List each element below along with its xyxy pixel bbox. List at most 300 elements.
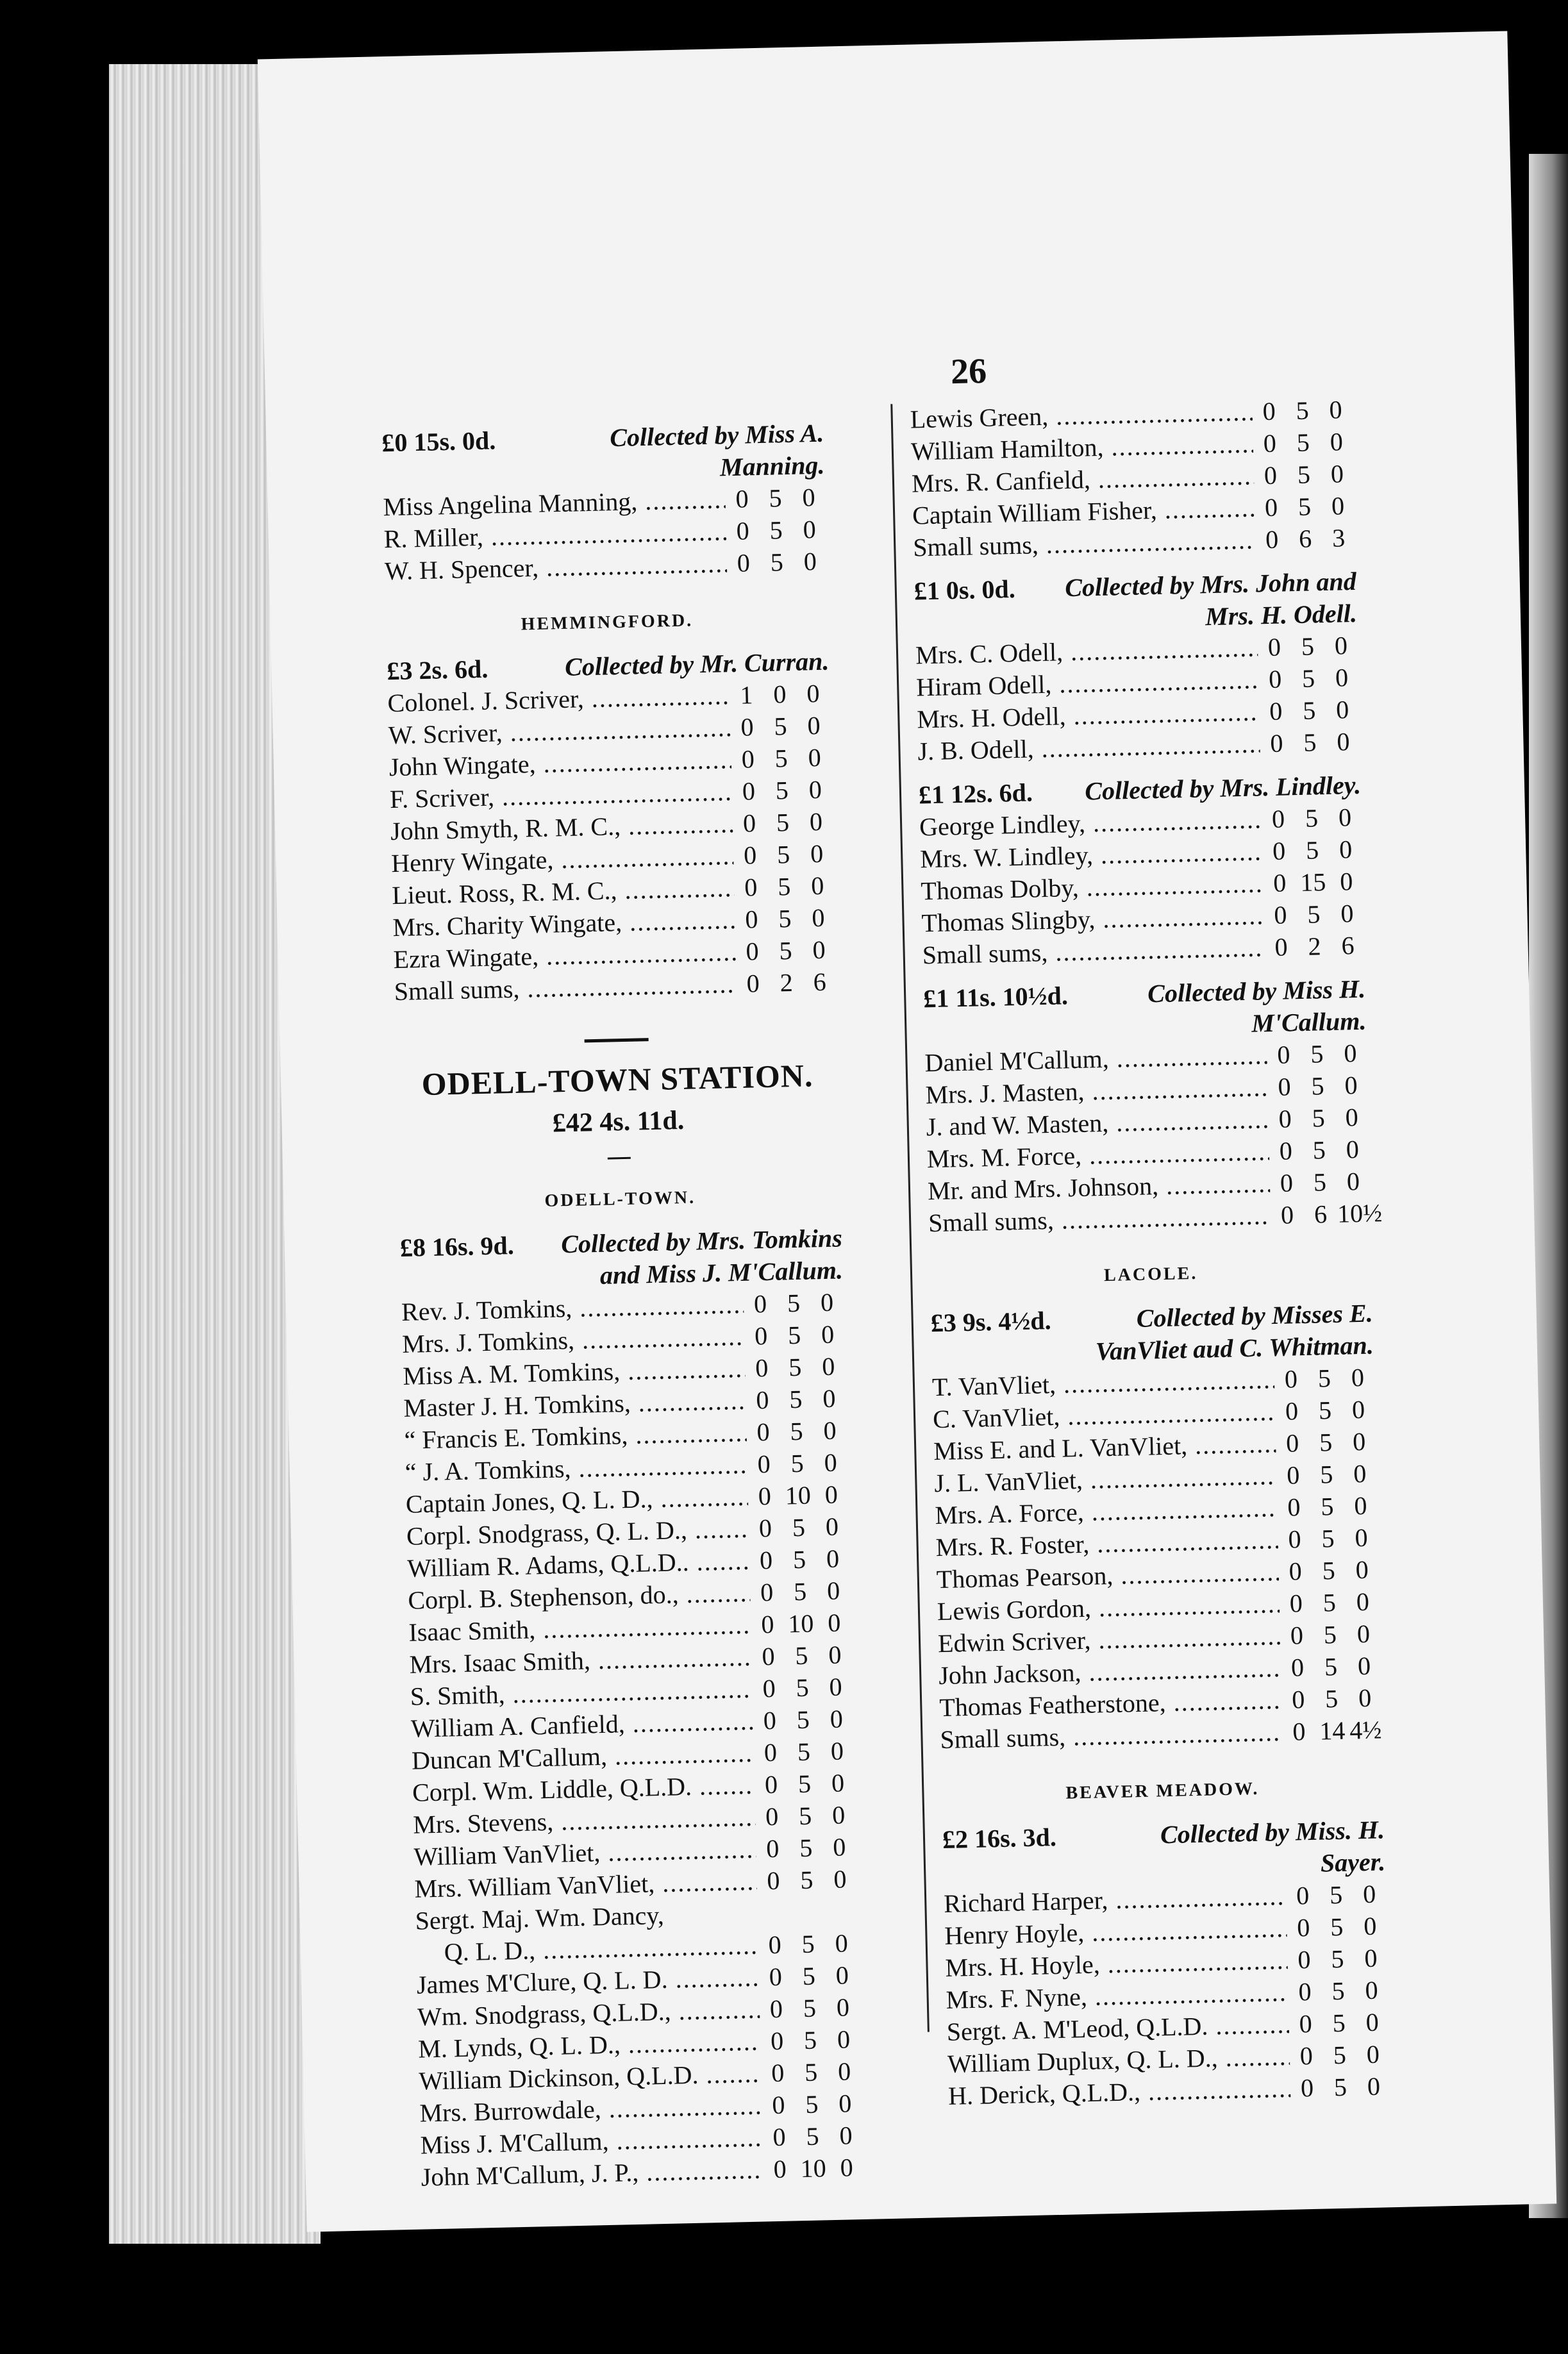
subscriber-name: Lieut. Ross, R. M. C., ..... — [392, 872, 735, 912]
subscriber-name: John Wingate, ..... — [388, 744, 731, 783]
amount-pence: 4½ — [1349, 1715, 1382, 1745]
amount-pence: 0 — [1355, 1555, 1369, 1585]
amount-pence: 0 — [1339, 867, 1353, 896]
amount-pence: 0 — [1335, 663, 1349, 692]
amount-shillings: 5 — [1301, 631, 1315, 661]
amount-pence: 0 — [812, 935, 826, 965]
amount-pence: 0 — [1365, 2007, 1380, 2037]
amount-shillings: 5 — [799, 1865, 813, 1895]
amount-pence: 0 — [826, 1576, 840, 1606]
amount-shillings: 5 — [790, 1448, 805, 1478]
subscriber-name: Thomas Pearson, ..... — [936, 1556, 1279, 1596]
amount-pence: 0 — [1339, 835, 1353, 864]
amount-shillings: 5 — [803, 2025, 817, 2055]
amount-pounds: 0 — [1292, 1717, 1306, 1746]
amount-shillings: 5 — [774, 744, 788, 773]
amount-pounds: 0 — [759, 1545, 773, 1575]
amount-shillings: 5 — [1301, 664, 1315, 693]
amount-shillings: 5 — [802, 1961, 816, 1991]
subscriber-name: Corpl. B. Stephenson, do., ..... — [408, 1577, 751, 1617]
amount-pence: 0 — [838, 2089, 852, 2118]
collection-heading — [381, 417, 825, 492]
amount-pence: 0 — [1356, 1619, 1371, 1649]
amount-pounds: 0 — [1274, 932, 1289, 962]
subscriber-name: “ Francis E. Tomkins, ..... — [404, 1417, 747, 1457]
amount-pounds: 0 — [741, 744, 755, 774]
amount-pounds: 0 — [764, 1769, 778, 1799]
amount-pounds: 0 — [1276, 1040, 1290, 1069]
subscriber-name: Captain William Fisher, ..... — [912, 492, 1255, 531]
amount-pence: 0 — [1356, 1587, 1370, 1617]
subscriber-name: Henry Hoyle, ..... — [944, 1912, 1287, 1952]
amount-pounds: 0 — [1291, 1685, 1305, 1714]
amount-pence: 0 — [840, 2153, 854, 2182]
amount-pounds: 0 — [1280, 1168, 1294, 1198]
place-heading: ODELL-TOWN. — [544, 1187, 696, 1211]
amount-pence: 0 — [1362, 1879, 1376, 1909]
amount-pence: 0 — [1338, 803, 1352, 832]
subscriber-name: William R. Adams, Q.L.D.. ..... — [407, 1545, 750, 1585]
amount-shillings: 5 — [1324, 1651, 1338, 1682]
amount-pence: 0 — [830, 1736, 844, 1766]
subscriber-name: H. Derick, Q.L.D., ..... — [948, 2073, 1291, 2112]
amount-pounds: 0 — [1288, 1524, 1302, 1554]
subscriber-name: George Lindley, ..... — [919, 803, 1262, 843]
amount-pounds: 0 — [765, 1801, 779, 1832]
subscriber-name: James M'Clure, Q. L. D. ..... — [416, 1962, 759, 2001]
amount-pounds: 0 — [1267, 632, 1281, 662]
amount-pounds: 0 — [1296, 1913, 1310, 1942]
subscriber-name: Sergt. Maj. Wm. Dancy, — [415, 1900, 665, 1935]
amount-shillings: 5 — [796, 1673, 810, 1703]
amount-pounds: 0 — [1269, 696, 1283, 726]
amount-pounds: 0 — [1273, 900, 1287, 930]
collection-heading — [399, 1222, 843, 1296]
amount-pounds: 0 — [760, 1577, 774, 1607]
amount-pence: 0 — [1343, 1039, 1357, 1068]
amount-shillings: 5 — [1330, 1944, 1344, 1974]
amount-shillings: 5 — [1333, 2072, 1347, 2102]
subscriber-name: Miss J. M'Callum, ..... — [420, 2122, 763, 2162]
amount-shillings: 5 — [792, 1512, 806, 1542]
amount-pounds: 0 — [1264, 460, 1278, 490]
amount-pence: 0 — [1345, 1103, 1359, 1132]
amount-pence: 0 — [831, 1768, 845, 1798]
subscriber-name: Mrs. Burrowdale, ..... — [419, 2090, 762, 2130]
subscriber-name: Sergt. A. M'Leod, Q.L.D. ..... — [946, 2008, 1289, 2048]
subscriber-name: William Hamilton, ..... — [910, 428, 1253, 467]
amount-shillings: 10 — [787, 1608, 814, 1639]
amount-pence: 0 — [807, 710, 821, 740]
subscriber-name: Isaac Smith, ..... — [408, 1609, 751, 1649]
subscriber-name: John Smyth, R. M. C., ..... — [390, 808, 733, 847]
subscriber-name: Captain Jones, Q. L. D., ..... — [405, 1481, 748, 1521]
amount-pounds: 0 — [753, 1289, 767, 1319]
amount-pounds: 0 — [1290, 1621, 1304, 1650]
amount-pounds: 0 — [1289, 1589, 1303, 1618]
subscriber-name: Mrs. H. Hoyle, ..... — [945, 1944, 1288, 1984]
amount-pounds: 0 — [1278, 1072, 1292, 1101]
amount-pence: 0 — [1346, 1167, 1360, 1196]
amount-shillings: 5 — [779, 936, 793, 965]
amount-shillings: 5 — [1302, 696, 1316, 725]
subscriber-name: Lewis Gordon, ..... — [937, 1588, 1280, 1628]
amount-shillings: 5 — [793, 1576, 807, 1607]
amount-shillings: 5 — [1317, 1364, 1331, 1393]
collector: Collected by Mrs. John and Mrs. H. Odell. — [1064, 566, 1358, 631]
subscriber-name: William A. Canfield, ..... — [410, 1705, 753, 1745]
amount-shillings: 5 — [792, 1544, 806, 1574]
amount-pence: 0 — [810, 871, 824, 901]
subscriber-name: Small sums, ..... — [913, 524, 1256, 563]
amount-shillings: 5 — [1323, 1620, 1337, 1649]
amount-pounds: 0 — [1296, 1881, 1310, 1910]
amount-pence: 0 — [838, 2121, 853, 2150]
subscriber-name: “ J. A. Tomkins, ..... — [405, 1449, 747, 1489]
amount-pounds: 0 — [771, 2090, 785, 2120]
amount-pounds: 0 — [1268, 664, 1282, 694]
amount-shillings: 5 — [1306, 899, 1321, 929]
amount-shillings: 5 — [1296, 396, 1310, 425]
short-rule — [608, 1157, 631, 1160]
collection-heading — [913, 565, 1357, 640]
amount-pounds: 0 — [743, 840, 757, 870]
amount-pounds: 0 — [763, 1737, 778, 1767]
amount-pence: 0 — [829, 1672, 843, 1701]
subscriber-name: M. Lynds, Q. L. D., ..... — [418, 2026, 761, 2066]
subscriber-name: Ezra Wingate, ..... — [393, 936, 736, 976]
amount-pence: 0 — [1346, 1135, 1360, 1164]
subscriber-name: Small sums, ..... — [928, 1199, 1271, 1239]
amount-pounds: 0 — [1286, 1460, 1300, 1490]
amount-shillings: 5 — [776, 808, 790, 837]
amount-pounds: 0 — [1297, 1945, 1311, 1974]
amount-pounds: 0 — [1265, 524, 1279, 555]
amount-shillings: 5 — [1322, 1588, 1337, 1617]
amount-pounds: 0 — [755, 1385, 769, 1415]
station-title: ODELL-TOWN STATION. — [421, 1057, 813, 1103]
amount-shillings: 5 — [787, 1320, 801, 1350]
subscriber-name: Duncan M'Callum, ..... — [412, 1737, 755, 1777]
subscriber-name: Miss E. and L. VanVliet, ..... — [933, 1428, 1276, 1467]
left-column — [381, 406, 863, 2194]
amount-shillings: 5 — [770, 547, 784, 577]
amount-pounds: 0 — [1272, 836, 1286, 865]
amount-pence: 0 — [820, 1287, 834, 1317]
collection-total: £1 11s. 10½d. — [922, 981, 1069, 1014]
subscriber-name: W. H. Spencer, ..... — [384, 547, 727, 587]
amount-pence: 0 — [1340, 899, 1354, 928]
collection-heading — [923, 973, 1367, 1048]
amount-pounds: 1 — [739, 680, 753, 710]
subscriber-name: Mrs. J. Masten, ..... — [925, 1071, 1268, 1111]
amount-shillings: 10 — [785, 1480, 812, 1510]
amount-pence: 0 — [1335, 695, 1349, 724]
amount-shillings: 5 — [1310, 1039, 1324, 1069]
amount-pence: 0 — [1358, 1683, 1372, 1713]
subscriber-name: Mrs. A. Force, ..... — [935, 1492, 1278, 1532]
subscriber-name: C. VanVliet, ..... — [933, 1396, 1276, 1435]
amount-shillings: 5 — [801, 1929, 815, 1959]
amount-shillings: 5 — [1331, 1976, 1346, 2006]
amount-shillings: 14 — [1319, 1715, 1346, 1746]
amount-shillings: 5 — [803, 1993, 817, 2023]
amount-pence: 0 — [1351, 1394, 1365, 1424]
amount-shillings: 5 — [775, 776, 789, 805]
amount-pence: 0 — [1344, 1071, 1358, 1100]
amount-pounds: 0 — [762, 1673, 776, 1703]
subscriber-name: William VanVliet, ..... — [413, 1833, 756, 1873]
amount-pence: 0 — [1334, 631, 1348, 660]
amount-shillings: 5 — [1319, 1428, 1333, 1457]
subscriber-name: Hiram Odell, ..... — [916, 664, 1259, 703]
amount-pence: 0 — [1365, 1975, 1379, 2005]
amount-shillings: 5 — [788, 1384, 803, 1414]
amount-pounds: 0 — [744, 872, 758, 902]
amount-pounds: 0 — [766, 1866, 780, 1896]
page-number: 26 — [950, 351, 987, 392]
amount-shillings: 5 — [1332, 2008, 1346, 2038]
amount-pounds: 0 — [1280, 1200, 1294, 1230]
subscriber-name: Richard Harper, ..... — [944, 1880, 1287, 1920]
amount-pence: 0 — [1352, 1426, 1366, 1457]
amount-pounds: 0 — [1284, 1364, 1298, 1394]
amount-pounds: 0 — [756, 1417, 771, 1447]
amount-pence: 0 — [1355, 1523, 1369, 1553]
amount-pence: 0 — [1364, 1943, 1378, 1973]
amount-pence: 0 — [831, 1800, 846, 1830]
amount-shillings: 5 — [806, 2121, 820, 2151]
amount-shillings: 5 — [796, 1705, 810, 1735]
amount-shillings: 6 — [1298, 524, 1312, 553]
amount-shillings: 5 — [1320, 1492, 1334, 1521]
subscriber-name: Colonel. J. Scriver, ..... — [387, 680, 730, 719]
amount-pence: 0 — [833, 1864, 847, 1894]
amount-pounds: 0 — [1287, 1492, 1301, 1522]
subscriber-name: Mrs. Isaac Smith, ..... — [409, 1641, 752, 1681]
subscriber-name: Wm. Snodgrass, Q.L.D., ..... — [417, 1994, 760, 2033]
amount-pounds: 0 — [1285, 1428, 1299, 1458]
amount-shillings: 5 — [1324, 1683, 1339, 1714]
amount-pence: 0 — [811, 903, 825, 933]
amount-pence: 0 — [1336, 727, 1350, 756]
place-heading: BEAVER MEADOW. — [1065, 1778, 1260, 1803]
amount-pounds: 0 — [763, 1705, 777, 1735]
subscriber-name: Miss Angelina Manning, ..... — [383, 483, 726, 523]
subscriber-name: Mrs. M. Force, ..... — [926, 1135, 1269, 1175]
amount-pence: 0 — [1353, 1458, 1367, 1489]
amount-pounds: 0 — [773, 2154, 787, 2184]
amount-shillings: 10 — [800, 2153, 827, 2183]
subscriber-name: Mrs. Charity Wingate, ..... — [392, 904, 735, 944]
subscriber-name: Mrs. C. Odell, ..... — [915, 631, 1258, 671]
amount-pounds: 0 — [744, 905, 758, 934]
amount-pence: 0 — [826, 1544, 840, 1574]
subscriber-name: Thomas Featherstone, ..... — [939, 1684, 1282, 1724]
amount-shillings: 5 — [1333, 2040, 1347, 2070]
collection-total: £1 0s. 0d. — [913, 574, 1016, 606]
amount-pence: 0 — [825, 1512, 839, 1542]
subscriber-name: T. VanVliet, ..... — [932, 1364, 1275, 1403]
amount-shillings: 5 — [1330, 1912, 1344, 1942]
collector: Collected by Miss. H. Sayer. — [1160, 1815, 1386, 1878]
amount-pence: 0 — [824, 1480, 838, 1510]
subscriber-name: William Duplux, Q. L. D., ..... — [947, 2041, 1290, 2080]
amount-pounds: 0 — [754, 1321, 768, 1351]
amount-pounds: 0 — [1271, 804, 1285, 833]
amount-pence: 0 — [1351, 1362, 1365, 1392]
collection-total: £3 2s. 6d. — [386, 654, 488, 686]
subscriber-name: Mrs. W. Lindley, ..... — [920, 835, 1263, 875]
amount-pence: 0 — [806, 678, 820, 708]
subscriber-name: Mr. and Mrs. Johnson, ..... — [928, 1167, 1271, 1207]
amount-pence: 0 — [808, 774, 822, 805]
subscriber-name: Mrs. H. Odell, ..... — [917, 696, 1260, 735]
amount-shillings: 5 — [1312, 1135, 1326, 1165]
station-total: £42 4s. 11d. — [552, 1105, 685, 1139]
amount-pounds: 0 — [1300, 2073, 1314, 2103]
amount-pence: 0 — [821, 1319, 835, 1349]
amount-pounds: 0 — [769, 1994, 783, 2024]
amount-shillings: 5 — [1329, 1880, 1343, 1910]
subscriber-name: Q. L. D., ..... — [444, 1930, 758, 1969]
amount-pounds: 0 — [1299, 2009, 1313, 2039]
amount-shillings: 5 — [1303, 728, 1317, 757]
collector: Collected by Mrs. Lindley. — [1084, 770, 1362, 806]
subscriber-name: Master J. H. Tomkins, ..... — [403, 1385, 746, 1424]
amount-shillings: 5 — [1305, 835, 1319, 865]
book-page — [258, 31, 1556, 2232]
amount-pence: 0 — [810, 839, 824, 869]
subscriber-name: Mrs. J. Tomkins, ..... — [402, 1321, 745, 1360]
amount-pounds: 0 — [758, 1513, 772, 1543]
amount-pounds: 0 — [772, 2122, 787, 2152]
subscriber-name: John M'Callum, J. P., ..... — [421, 2154, 763, 2194]
amount-shillings: 2 — [780, 967, 794, 998]
collector: Collected by Mr. Curran. — [564, 646, 830, 681]
amount-pence: 0 — [803, 546, 817, 576]
amount-pence: 0 — [1330, 427, 1344, 456]
amount-shillings: 5 — [804, 2057, 818, 2087]
amount-pounds: 0 — [769, 1962, 783, 1992]
amount-shillings: 5 — [1322, 1556, 1336, 1585]
amount-pounds: 0 — [758, 1481, 772, 1511]
amount-shillings: 5 — [797, 1737, 811, 1767]
amount-pounds: 0 — [1279, 1136, 1293, 1165]
amount-shillings: 5 — [1312, 1103, 1326, 1133]
amount-pence: 6 — [813, 967, 827, 997]
amount-pounds: 0 — [1285, 1396, 1299, 1426]
amount-shillings: 5 — [798, 1801, 812, 1831]
amount-pounds: 0 — [1289, 1557, 1303, 1586]
subscriber-name: J. B. Odell, ..... — [917, 728, 1260, 767]
amount-pounds: 0 — [1278, 1104, 1292, 1133]
right-column — [910, 394, 1390, 2112]
amount-pounds: 0 — [746, 969, 760, 998]
subscriber-name: Lewis Green, ..... — [910, 396, 1253, 435]
amount-pence: 0 — [1357, 1651, 1371, 1681]
collection-heading — [942, 1814, 1386, 1888]
amount-pence: 0 — [1331, 491, 1345, 521]
collector: Collected by Miss H. M'Callum. — [1147, 974, 1367, 1038]
subscriber-name: John Jackson, ..... — [938, 1652, 1281, 1692]
amount-pounds: 0 — [762, 1641, 776, 1671]
amount-pounds: 0 — [755, 1353, 769, 1383]
amount-pounds: 0 — [1272, 868, 1287, 897]
amount-shillings: 0 — [772, 680, 787, 709]
subscriber-name: Small sums, ..... — [940, 1716, 1283, 1756]
amount-pence: 0 — [835, 1928, 849, 1958]
subscriber-name: R. Miller, ..... — [383, 515, 726, 555]
amount-pounds: 0 — [1298, 1977, 1312, 2007]
collection-total: £2 16s. 3d. — [942, 1823, 1057, 1855]
amount-pence: 0 — [821, 1351, 835, 1382]
amount-shillings: 5 — [805, 2089, 819, 2119]
subscriber-name: S. Smith, ..... — [410, 1673, 753, 1713]
amount-pence: 0 — [1363, 1911, 1377, 1941]
place-heading: LACOLE. — [1103, 1263, 1198, 1286]
amount-pounds: 0 — [742, 808, 756, 838]
amount-pence: 0 — [1330, 459, 1344, 488]
amount-pence: 0 — [835, 1960, 849, 1990]
amount-shillings: 5 — [1318, 1396, 1332, 1425]
subscriber-name: F. Scriver, ..... — [389, 776, 732, 815]
subscriber-name: Henry Wingate, ..... — [391, 840, 734, 880]
subscriber-name: Thomas Dolby, ..... — [921, 867, 1264, 907]
amount-pounds: 0 — [1264, 492, 1278, 522]
amount-pence: 3 — [1331, 523, 1346, 553]
amount-pence: 0 — [828, 1640, 842, 1669]
amount-shillings: 5 — [1313, 1167, 1327, 1197]
amount-pence: 0 — [823, 1415, 837, 1446]
amount-shillings: 6 — [1314, 1199, 1328, 1229]
amount-pounds: 0 — [740, 712, 755, 742]
amount-shillings: 5 — [769, 483, 783, 513]
subscriber-name: Mrs. R. Canfield, ..... — [912, 460, 1255, 499]
subscriber-name: Mrs. R. Foster, ..... — [935, 1524, 1278, 1564]
subscriber-name: Edwin Scriver, ..... — [938, 1620, 1281, 1660]
amount-pence: 0 — [1366, 2039, 1380, 2069]
collection-heading — [930, 1298, 1374, 1372]
amount-shillings: 5 — [1305, 803, 1319, 833]
subscriber-name: Thomas Slingby, ..... — [921, 899, 1264, 939]
amount-pence: 0 — [808, 742, 822, 772]
collection-total: £8 16s. 9d. — [399, 1230, 515, 1262]
collection-total: £0 15s. 0d. — [381, 426, 496, 458]
amount-shillings: 2 — [1308, 931, 1322, 961]
subscriber-name: William Dickinson, Q.L.D. ..... — [419, 2058, 762, 2098]
amount-pounds: 0 — [746, 937, 760, 966]
amount-shillings: 5 — [1319, 1460, 1333, 1489]
amount-shillings: 5 — [787, 1288, 801, 1318]
amount-pounds: 0 — [1263, 428, 1277, 458]
subscriber-name: Mrs. F. Nyne, ..... — [946, 1976, 1289, 2016]
amount-shillings: 5 — [788, 1352, 802, 1382]
amount-pence: 0 — [809, 806, 823, 837]
subscriber-name: Rev. J. Tomkins, ..... — [401, 1289, 744, 1328]
amount-shillings: 5 — [1296, 428, 1310, 457]
section-rule — [585, 1038, 649, 1042]
amount-pounds: 0 — [1262, 396, 1276, 426]
amount-pence: 0 — [1353, 1490, 1367, 1521]
amount-shillings: 5 — [769, 515, 783, 545]
amount-shillings: 15 — [1299, 867, 1326, 897]
subscriber-name: J. and W. Masten, ..... — [926, 1103, 1269, 1143]
amount-pounds: 0 — [1299, 2041, 1314, 2071]
amount-pounds: 0 — [736, 516, 750, 546]
amount-shillings: 5 — [794, 1640, 809, 1671]
amount-pence: 6 — [1341, 931, 1355, 960]
